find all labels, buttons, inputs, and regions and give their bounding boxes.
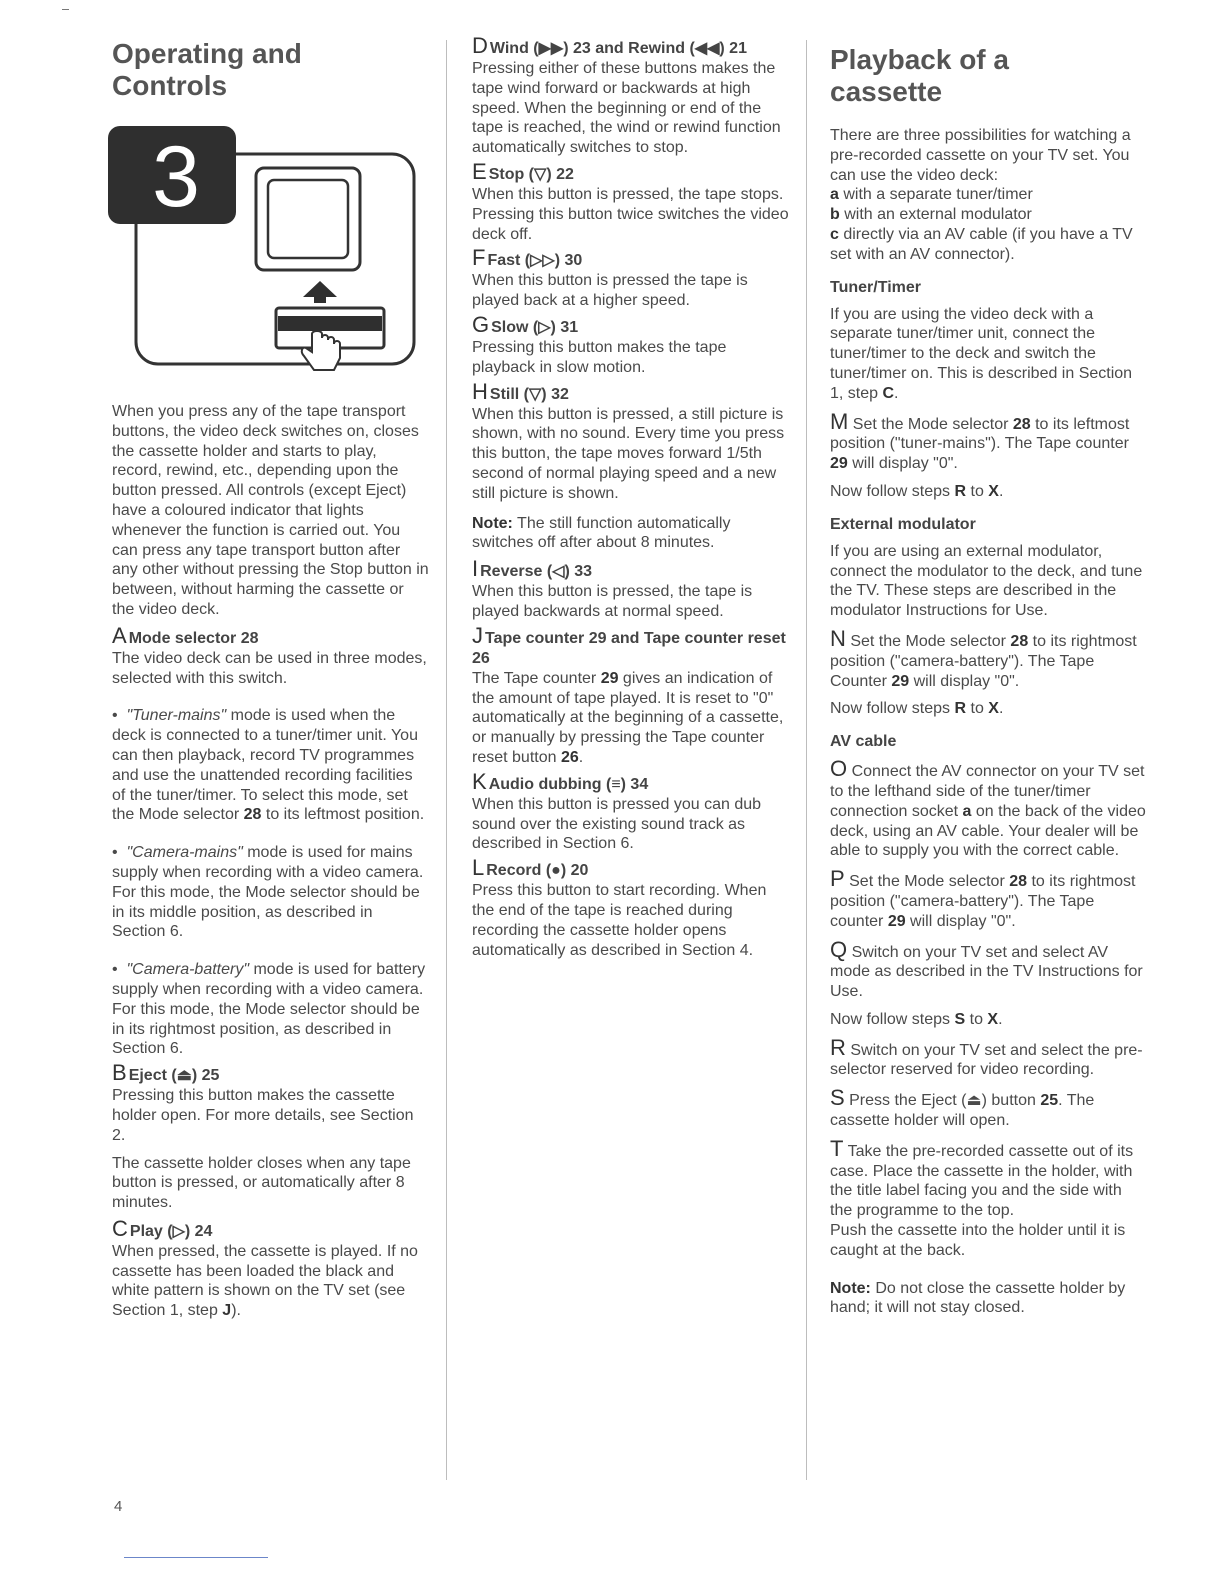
control-e: E Stop (▽) 22 When this button is pressed, the tape stops. Pressing this button twice switches the video deck off.: [472, 158, 789, 243]
step-s: S Press the Eject (⏏) button 25. The cassette holder will open.: [830, 1085, 1095, 1130]
control-c: C Play (▷) 24 When pressed, the cassette is played. If no cassette has been loaded the black and white pattern is shown on the TV set (see Section 1, step J).: [112, 1215, 418, 1320]
control-b: B Eject (⏏) 25 Pressing this button makes the cassette holder open. For more details, see Section 2. The cassette holder closes when any tape button is pressed, or automatically after 8 minutes.: [112, 1060, 414, 1212]
column-divider-2: [806, 40, 807, 1480]
follow-steps-3: Now follow steps S to X.: [830, 1010, 1003, 1028]
follow-steps-1: Now follow steps R to X.: [830, 482, 1004, 500]
footer-line: [124, 1557, 268, 1558]
scan-mark: [62, 9, 69, 10]
control-f: F Fast (▷▷) 30 When this button is pressed the tape is played back at a higher speed.: [472, 245, 748, 310]
playback-intro: There are three possibilities for watching a pre-recorded cassette on your TV set. You can use the video deck:: [830, 127, 1131, 184]
follow-steps-2: Now follow steps R to X.: [830, 700, 1004, 718]
cassette-deck-illustration: [108, 126, 428, 374]
section-title: Operating and Controls: [112, 38, 302, 101]
tuner-text: If you are using the video deck with a separate tuner/timer unit, connect the tuner/timer to the deck and switch the tuner/timer on. This is described in Section 1, step C.: [830, 305, 1133, 402]
chapter-number: 3: [152, 129, 200, 225]
step-t-continued: Push the cassette into the holder until it is caught at the back.: [830, 1222, 1126, 1259]
control-a: A Mode selector 28 The video deck can be used in three modes, selected with this switch.: [112, 622, 427, 687]
control-j: J Tape counter 29 and Tape counter reset 26 The Tape counter 29 gives an indication of the amount of tape played. It is reset to "0" automatically at the beginning of a cassette, or manually by pressing the Tape counter reset button 26.: [472, 622, 786, 766]
control-d: D Wind (▶▶) 23 and Rewind (◀◀) 21 Pressing either of these buttons makes the tape wind forward or backwards at high speed. When the beginning or end of the tape is reached, the wind or rewind function automatically switches to stop.: [472, 33, 781, 157]
step-q: Q Switch on your TV set and select AV mode as described in the TV Instructions for Use.: [830, 936, 1143, 1001]
step-m: M Set the Mode selector 28 to its leftmost position ("tuner-mains"). The Tape counter 29 will display "0".: [830, 408, 1130, 473]
external-heading: External modulator: [830, 515, 976, 533]
bullet-camera-battery: • "Camera-battery" mode is used for battery supply when recording with a video camera. For this mode, the Mode selector should be in its rightmost position, as described in Section 6.: [112, 961, 426, 1058]
control-i: I Reverse (◁) 33 When this button is pressed, the tape is played backwards at normal speed.: [472, 556, 753, 620]
middle-column: [472, 33, 790, 960]
still-note: Note: The still function automatically switches off after about 8 minutes.: [472, 514, 731, 552]
column-divider-1: [446, 40, 447, 1480]
step-o: O Connect the AV connector on your TV set to the lefthand side of the tuner/timer connection socket a on the back of the video deck, using an AV cable. Your dealer will be able to supply you with the correct cable.: [830, 756, 1146, 860]
step-t: T Take the pre-recorded cassette out of its case. Place the cassette in the holder, with the title label facing you and the side with the programme to the top.: [830, 1135, 1134, 1220]
tuner-heading: Tuner/Timer: [830, 278, 921, 296]
control-h: H Still (▽) 32 When this button is pressed, a still picture is shown, with no sound. Every time you press this button, the tape moves forward 1/5th second of normal playing speed and a new still picture is shown.: [472, 378, 785, 502]
av-heading: AV cable: [830, 733, 897, 751]
playback-title: Playback of a cassette: [830, 44, 1009, 107]
right-column: [830, 0, 1148, 1318]
step-n: N Set the Mode selector 28 to its rightmost position ("camera-battery"). The Tape Counter 29 will display "0".: [830, 625, 1137, 690]
intro-text: When you press any of the tape transport buttons, the video deck switches on, closes the cassette holder and starts to play, record, rewind, etc., depending upon the button pressed. All controls (except Eject) have a coloured indicator that lights whenever the function is carried out. You can press any tape transport button after any other without pressing the Stop button in between, without harming the cassette or the video deck.: [112, 403, 429, 618]
page-number: 4: [114, 1498, 123, 1515]
external-text: If you are using an external modulator, connect the modulator to the deck, and tune the TV. These steps are described in the modulator Instructions for Use.: [830, 542, 1143, 620]
bullet-tuner-mains: • "Tuner-mains" mode is used when the deck is connected to a tuner/timer unit. You can then playback, record TV programmes and use the unattended recording facilities of the tuner/timer. To select this mode, set the Mode selector 28 to its leftmost position.: [112, 707, 425, 824]
control-g: G Slow (▷) 31 Pressing this button makes the tape playback in slow motion.: [472, 311, 727, 376]
step-r: R Switch on your TV set and select the pre-selector reserved for video recording.: [830, 1034, 1143, 1079]
left-column: [112, 0, 430, 1321]
playback-note: Note: Do not close the cassette holder by hand; it will not stay closed.: [830, 1279, 1126, 1317]
control-l: L Record (●) 20 Press this button to start recording. When the end of the tape is reached during recording the cassette holder opens automatically as described in Section 4.: [472, 855, 767, 959]
option-b: b with an external modulator: [830, 206, 1032, 224]
step-p: P Set the Mode selector 28 to its rightmost position ("camera-battery"). The Tape counter 29 will display "0".: [830, 866, 1136, 930]
control-k: K Audio dubbing (≡) 34 When this button is pressed you can dub sound over the existing sound track as described in Section 6.: [472, 768, 762, 853]
option-a: a with a separate tuner/timer: [830, 186, 1033, 204]
option-c: c directly via an AV cable (if you have a TV set with an AV connector).: [830, 225, 1133, 263]
bullet-camera-mains: • "Camera-mains" mode is used for mains supply when recording with a video camera. For this mode, the Mode selector should be in its middle position, as described in Section 6.: [112, 844, 424, 941]
